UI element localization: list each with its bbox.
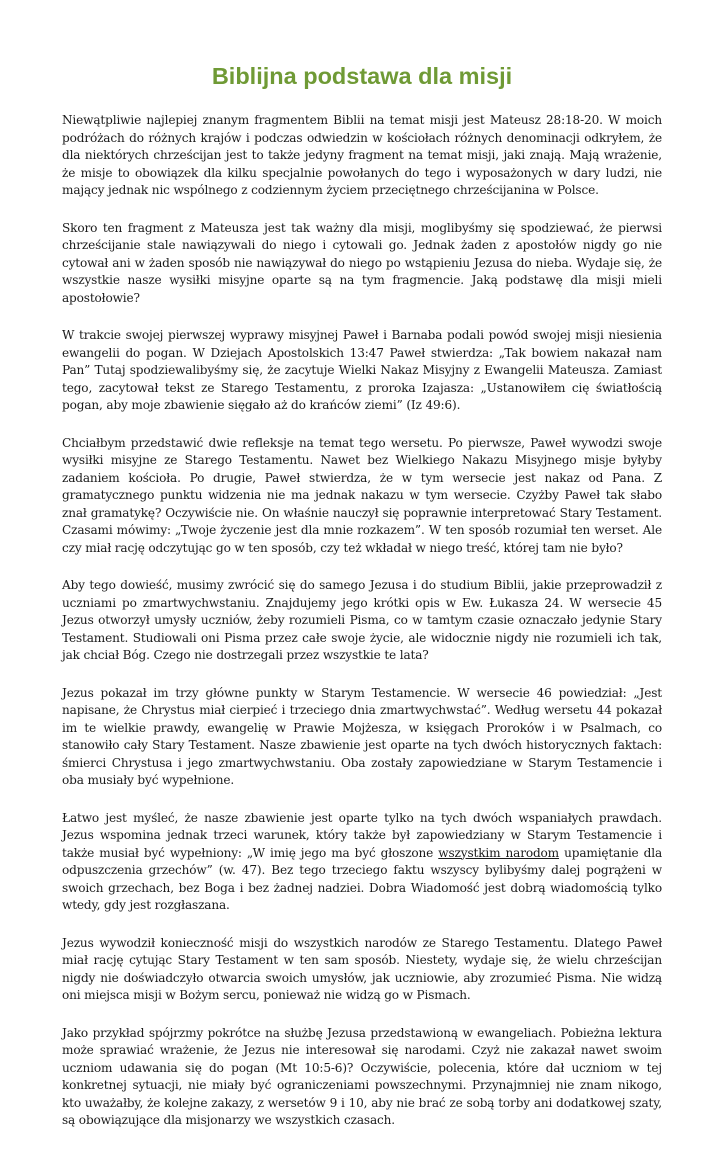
paragraph-1: Niewątpliwie najlepiej znanym fragmentem Biblii na temat misji jest Mateusz 28:18-20. W moich podróżach do różnych krajów i podczas odwiedzin w kościołach różnych denominacji odkryłem, że dla niektórych chrześcijan jest to także jedyny fragment na temat misji, jaki znają. Mają wrażenie, że misje to obowiązek dla kilku specjalnie powołanych do tego i wyposażonych w dary ludzi, nie mający jednak nic wspólnego z codziennym życiem przeciętnego chrześcijanina w Polsce. [62, 113, 662, 197]
paragraph-5: Aby tego dowieść, musimy zwrócić się do samego Jezusa i do studium Biblii, jakie przeprowadził z uczniami po zmartwychwstaniu. Znajdujemy jego krótki opis w Ew. Łukasza 24. W wersecie 45 Jezus otworzył umysły uczniów, żeby rozumieli Pisma, co w tamtym czasie oznaczało jedynie Stary Testament. Studiowali oni Pisma przez całe swoje życie, ale widocznie nigdy nie rozumieli ich tak, jak chciał Bóg. Czego nie dostrzegali przez wszystkie te lata? [62, 578, 662, 662]
paragraph-9: Jako przykład spójrzmy pokrótce na służbę Jezusa przedstawioną w ewangeliach. Pobieżna lektura może sprawiać wrażenie, że Jezus nie interesował się narodami. Czyż nie zakazał nawet swoim uczniom udawania się do pogan (Mt 10:5-6)? Oczywiście, polecenia, które dał uczniom w tej konkretnej sytuacji, nie miały być ograniczeniami powszechnymi. Przynajmniej nie znam nikogo, kto uważałby, że kolejne zakazy, z wersetów 9 i 10, aby nie brać ze sobą torby ani dodatkowej szaty, są obowiązujące dla misjonarzy we wszystkich czasach. [62, 1025, 662, 1127]
paragraph-4: Chciałbym przedstawić dwie refleksje na temat tego wersetu. Po pierwsze, Paweł wywodzi swoje wysiłki misyjne ze Starego Testamentu. Nawet bez Wielkiego Nakazu Misyjnego misje byłyby zadaniem kościoła. Po drugie, Paweł stwierdza, że w tym wersecie jest nakaz od Pana. Z gramatycznego punktu widzenia nie ma jednak nakazu w tym wersecie. Czyżby Paweł tak słabo znał gramatykę? Oczywiście nie. On właśnie nauczył się poprawnie interpretować Stary Testament. Czasami mówimy: „Twoje życzenie jest dla mnie rozkazem”. W ten sposób rozumiał ten werset. Ale czy miał rację odczytując go w ten sposób, czy też wkładał w niego treść, której tam nie było? [62, 435, 662, 555]
paragraph-7-text-start: Łatwo jest myśleć, że nasze zbawienie jest oparte tylko na tych dwóch wspaniałych prawdach. Jezus wspomina jednak trzeci warunek, który także był zapowiedziany w Starym Testamencie i także musiał być wypełniony: „W imię jego ma być głoszone [62, 810, 662, 860]
paragraph-3: W trakcie swojej pierwszej wyprawy misyjnej Paweł i Barnaba podali powód swojej misji niesienia ewangelii do pogan. W Dziejach Apostolskich 13:47 Paweł stwierdza: „Tak bowiem nakazał nam Pan” Tutaj spodziewalibyśmy się, że zacytuje Wielki Nakaz Misyjny z Ewangelii Mateusza. Zamiast tego, zacytował tekst ze Starego Testamentu, z proroka Izajasza: „Ustanowiłem cię światłością pogan, aby moje zbawienie sięgało aż do krańców ziemi” (Iz 49:6). [62, 328, 662, 412]
paragraph-7-text-end: upamiętanie dla odpuszczenia grzechów” (w. 47). Bez tego trzeciego faktu wszyscy bylibyśmy dalej pogrążeni w swoich grzechach, bez Boga i bez żadnej nadziei. Dobra Wiadomość jest dobrą wiadomością tylko wtedy, gdy jest rozgłaszana. [62, 845, 663, 912]
page-title: Biblijna podstawa dla misji [211, 63, 513, 89]
paragraph-7 [62, 810, 662, 915]
paragraph-8: Jezus wywodził konieczność misji do wszystkich narodów ze Starego Testamentu. Dlatego Paweł miał rację cytując Stary Testament w ten sam sposób. Niestety, wydaje się, że wielu chrześcijan nigdy nie doświadczyło otwarcia swoich umysłów, jak uczniowie, aby zrozumieć Pisma. Nie widzą oni miejsca misji w Bożym sercu, ponieważ nie widzą go w Pismach. [62, 935, 662, 1002]
underlined-phrase: wszystkim narodom [438, 845, 560, 860]
paragraph-2: Skoro ten fragment z Mateusza jest tak ważny dla misji, moglibyśmy się spodziewać, że pierwsi chrześcijanie stale nawiązywali do niego i cytowali go. Jednak żaden z apostołów nigdy go nie cytował ani w żaden sposób nie nawiązywał do niego po wstąpieniu Jezusa do nieba. Wydaje się, że wszystkie nasze wysiłki misyjne oparte są na tym fragmencie. Jaką podstawę dla misji mieli apostołowie? [62, 220, 662, 305]
document-page [62, 58, 662, 1150]
paragraph-6: Jezus pokazał im trzy główne punkty w Starym Testamencie. W wersecie 46 powiedział: „Jest napisane, że Chrystus miał cierpieć i trzeciego dnia zmartwychwstać”. Według wersetu 44 pokazał im te wielkie prawdy, ewangelię w Prawie Mojżesza, w księgach Proroków i w Psalmach, co stanowiło cały Stary Testament. Nasze zbawienie jest oparte na tych dwóch historycznych faktach: śmierci Chrystusa i jego zmartwychwstaniu. Oba zostały zapowiedziane w Starym Testamencie i oba musiały być wypełnione. [62, 685, 662, 787]
